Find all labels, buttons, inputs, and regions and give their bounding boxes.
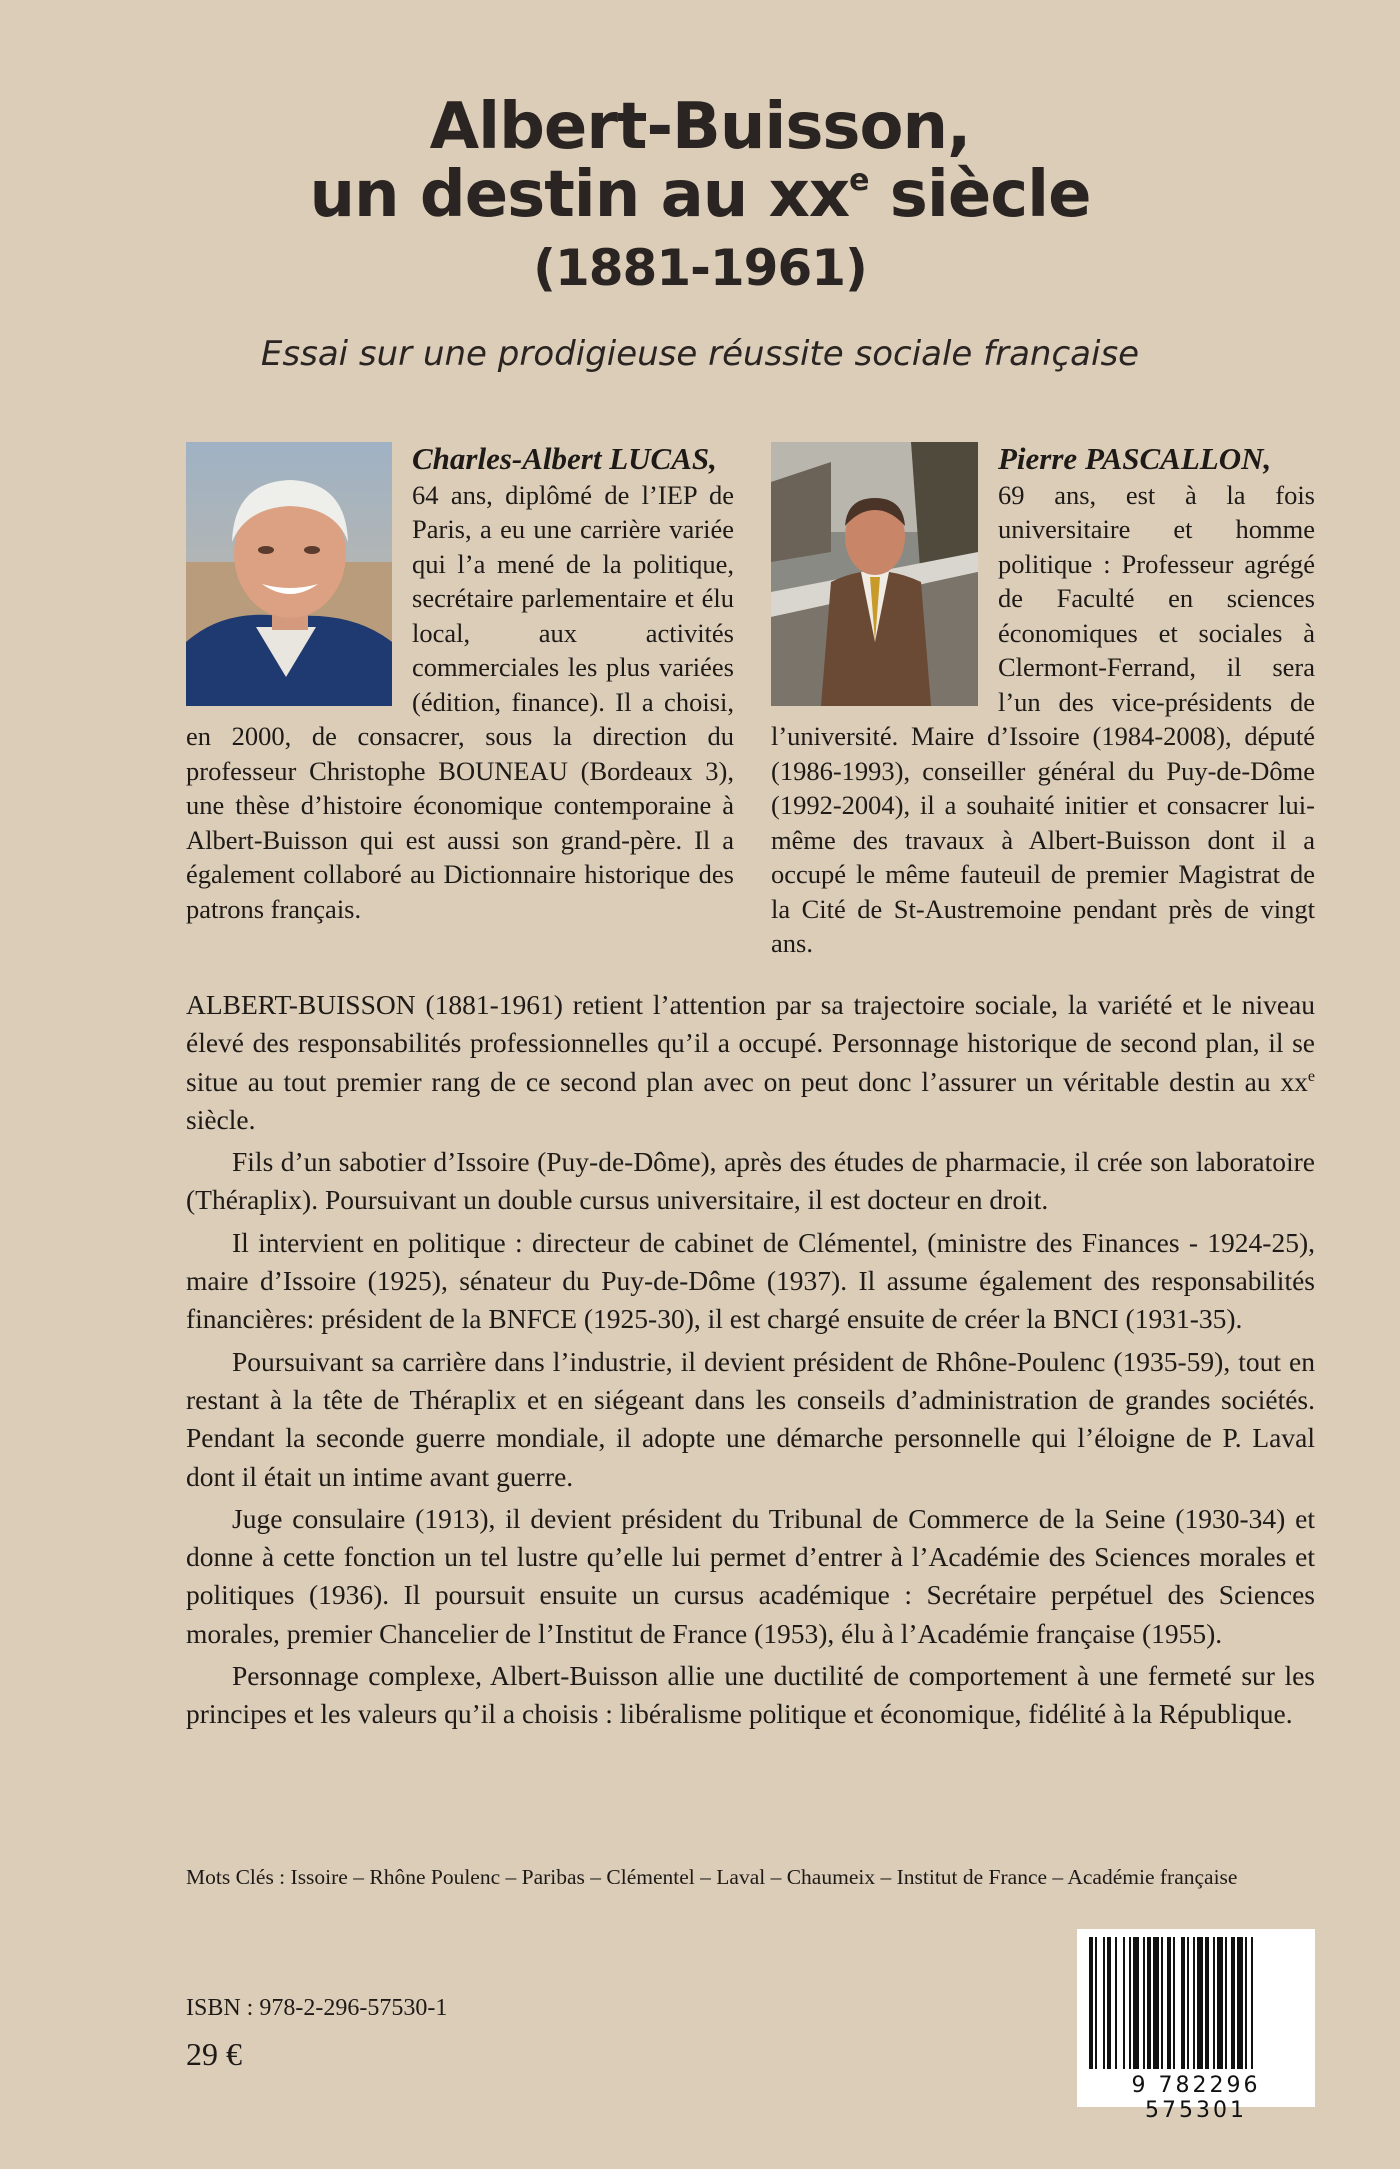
author-bio-lucas — [186, 442, 734, 926]
book-subtitle: Essai sur une prodigieuse réussite sociale française — [260, 334, 1140, 374]
author-photo-lucas — [186, 442, 392, 706]
author-name-lucas: Charles-Albert LUCAS, — [412, 441, 717, 476]
book-summary — [186, 986, 1315, 1738]
author-bio-pascallon — [771, 442, 1315, 961]
book-title-line-1: Albert-Buisson, — [429, 90, 971, 164]
author-name-pascallon: Pierre PASCALLON, — [998, 441, 1272, 476]
summary-paragraph-1: ALBERT-BUISSON (1881-1961) retient l’attention par sa trajectoire sociale, la variété et le niveau élevé des responsabilités professionnelles qu’il a occupé. Personnage historique de second plan, il se situe au tout premier rang de ce second plan avec on peut donc l’assurer un véritable destin au $xx^e$ siècle. — [186, 989, 1315, 1135]
isbn: ISBN : 978-2-296-57530-1 — [186, 1995, 448, 2021]
summary-paragraph-6: Personnage complexe, Albert-Buisson allie une ductilité de comportement à une fermeté sur les principes et les valeurs qu’il a choisis : libéralisme politique et économique, fidélité à la République. — [186, 1660, 1315, 1730]
summary-paragraph-3: Il intervient en politique : directeur de cabinet de Clémentel, (ministre des Finances - 1924-25), maire d’Issoire (1925), sénateur du Puy-de-Dôme (1937). Il assume également des responsabilités financières: président de la BNFCE (1925-30), il est chargé ensuite de créer la BNCI (1931-35). — [186, 1226, 1315, 1335]
book-title-dates: (1881-1961) — [533, 239, 867, 297]
price: 29 € — [186, 2036, 242, 2072]
keywords: Mots Clés : Issoire – Rhône Poulenc – Paribas – Clémentel – Laval – Chaumeix – Institut de France – Académie française — [186, 1865, 1238, 1889]
barcode-digits: 9 782296 575301 — [1131, 2073, 1261, 2123]
author-bio-text-pascallon: 69 ans, est à la fois universitaire et homme politique : Professeur agrégé de Faculté en sciences économiques et sociales à Clermont-Ferrand, il sera l’un des vice-présidents de l’université. Maire d’Issoire (1984-2008), député (1986-1993), conseiller général du Puy-de-Dôme (1992-2004), il a souhaité initier et consacrer lui-même des travaux à Albert-Buisson dont il a occupé le même fauteuil de premier Magistrat de la Cité de St-Austremoine pendant près de vingt ans. — [771, 479, 1315, 958]
author-bio-text-lucas: 64 ans, diplômé de l’IEP de Paris, a eu une carrière variée qui l’a mené de la politique, secrétaire parlementaire et élu local, aux activités commerciales les plus variées (édition, finance). Il a choisi, en 2000, de consacrer, sous la direction du professeur Christophe BOUNEAU (Bordeaux 3), une thèse d’histoire économique contemporaine à Albert-Buisson qui est aussi son grand-père. Il a également collaboré au Dictionnaire historique des patrons français. — [186, 479, 734, 924]
barcode-bars — [1077, 1929, 1315, 2073]
author-photo-pascallon — [771, 442, 978, 706]
summary-paragraph-4: Poursuivant sa carrière dans l’industrie, il devient président de Rhône-Poulenc (1935-59), tout en restant à la tête de Théraplix et en siégeant dans les conseils d’administration de grandes sociétés. Pendant la seconde guerre mondiale, il adopte une démarche personnelle qui l’éloigne de P. Laval dont il était un intime avant guerre. — [186, 1345, 1315, 1492]
summary-paragraph-2: Fils d’un sabotier d’Issoire (Puy-de-Dôme), après des études de pharmacie, il crée son laboratoire (Théraplix). Poursuivant un double cursus universitaire, il est docteur en droit. — [186, 1146, 1315, 1216]
barcode — [1077, 1929, 1315, 2123]
book-title-line-2: un destin au $xx^e$ siècle — [309, 158, 1091, 232]
summary-paragraph-5: Juge consulaire (1913), il devient président du Tribunal de Commerce de la Seine (1930-34) et donne à cette fonction un tel lustre qu’elle lui permet d’entrer à l’Académie des Sciences morales et politiques (1936). Il poursuit ensuite un cursus académique : Secrétaire perpétuel des Sciences morales, premier Chancelier de l’Institut de France (1953), élu à l’Académie française (1955). — [186, 1502, 1315, 1649]
